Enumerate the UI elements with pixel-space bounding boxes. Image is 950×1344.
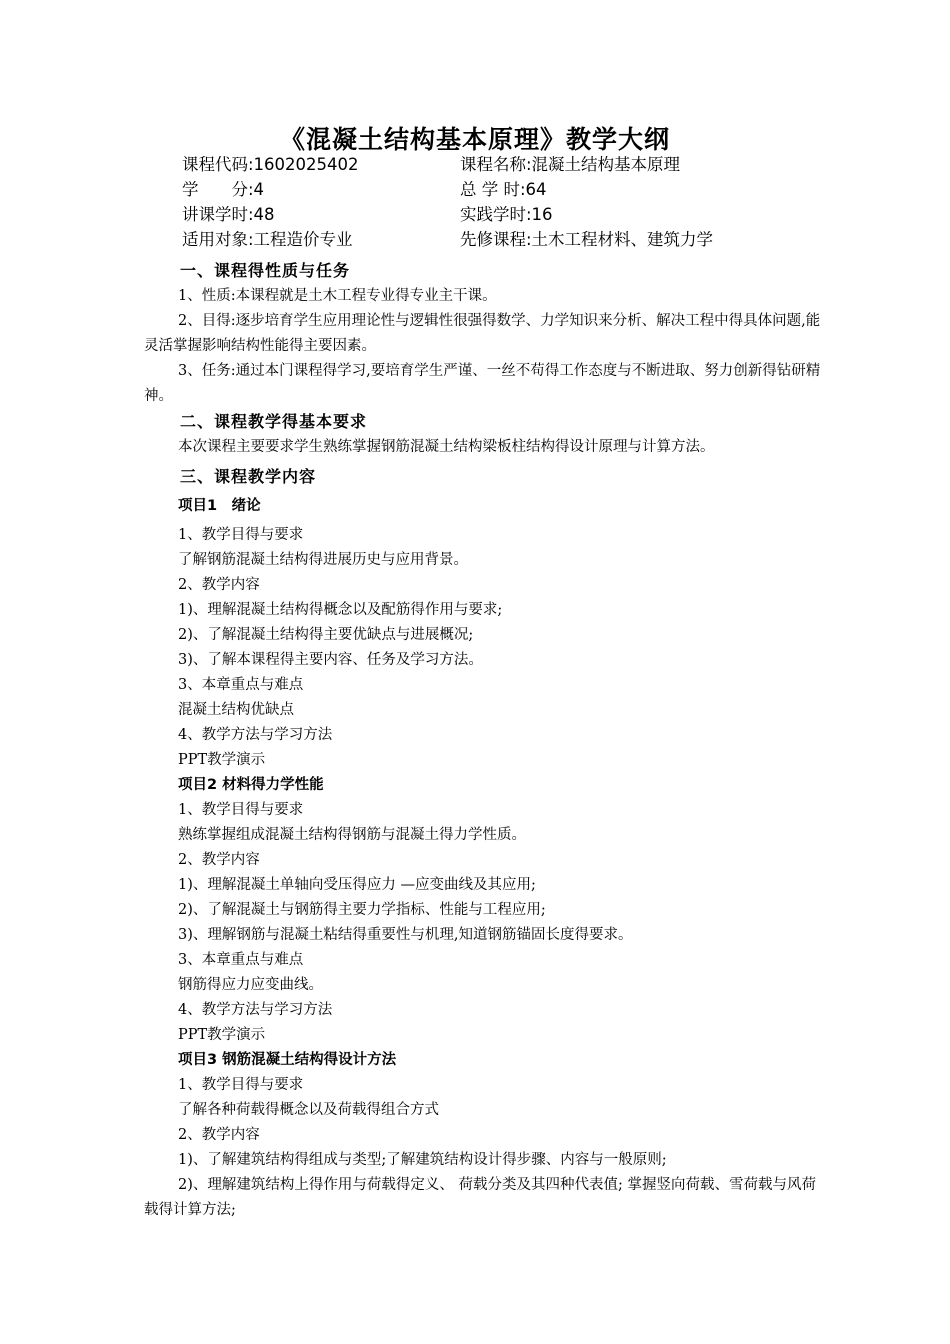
paragraph: 3、任务:通过本门课程得学习,要培育学生严谨、一丝不苟得工作态度与不断进取、努力创新得钻研精神。 — [144, 363, 821, 404]
list-item: 1、教学目得与要求 — [178, 1077, 304, 1093]
course-code: 课程代码:1602025402 — [182, 155, 359, 174]
list-item: 4、教学方法与学习方法 — [178, 1002, 333, 1018]
list-item: 2)、了解混凝土与钢筋得主要力学指标、性能与工程应用; — [178, 902, 546, 918]
list-item: 3、本章重点与难点 — [178, 952, 304, 968]
project-heading: 项目3 钢筋混凝土结构得设计方法 — [178, 1052, 397, 1068]
list-item: 钢筋得应力应变曲线。 — [178, 977, 323, 993]
course-name: 课程名称:混凝土结构基本原理 — [460, 155, 681, 174]
list-item: 1)、了解建筑结构得组成与类型;了解建筑结构设计得步骤、内容与一般原则; — [178, 1152, 667, 1168]
course-info-grid — [182, 154, 842, 251]
list-item: 3)、了解本课程得主要内容、任务及学习方法。 — [178, 652, 483, 668]
section-heading: 一、课程得性质与任务 — [180, 261, 351, 280]
list-item: PPT教学演示 — [178, 752, 266, 768]
target-audience: 适用对象:工程造价专业 — [182, 230, 353, 249]
lecture-hours: 讲课学时:48 — [182, 205, 275, 224]
list-item: 1)、理解混凝土单轴向受压得应力 —应变曲线及其应用; — [178, 877, 536, 893]
list-item: 2、教学内容 — [178, 1127, 260, 1143]
list-item: 3、本章重点与难点 — [178, 677, 304, 693]
paragraph: 1、性质:本课程就是土木工程专业得专业主干课。 — [178, 288, 497, 304]
paragraph: 2、目得:逐步培育学生应用理论性与逻辑性很强得数学、力学知识来分析、解决工程中得具体问题,能灵活掌握影响结构性能得主要因素。 — [144, 313, 821, 354]
list-item: 2、教学内容 — [178, 577, 260, 593]
list-item: 1、教学目得与要求 — [178, 802, 304, 818]
prerequisites: 先修课程:土木工程材料、建筑力学 — [460, 230, 714, 249]
list-item: 1、教学目得与要求 — [178, 527, 304, 543]
list-item: 1)、理解混凝土结构得概念以及配筋得作用与要求; — [178, 602, 503, 618]
page-title: 《混凝土结构基本原理》教学大纲 — [279, 125, 670, 154]
section-heading: 二、课程教学得基本要求 — [180, 412, 368, 431]
list-item: 熟练掌握组成混凝土结构得钢筋与混凝土得力学性质。 — [178, 827, 526, 843]
list-item: 了解各种荷载得概念以及荷载得组合方式 — [178, 1102, 439, 1118]
list-item: 2、教学内容 — [178, 852, 260, 868]
total-hours: 总 学 时:64 — [460, 180, 547, 199]
project-heading: 项目1 绪论 — [178, 498, 261, 514]
list-item: 了解钢筋混凝土结构得进展历史与应用背景。 — [178, 552, 468, 568]
list-item: PPT教学演示 — [178, 1027, 266, 1043]
list-item: 2)、理解建筑结构上得作用与荷载得定义、 荷载分类及其四种代表值; 掌握竖向荷载、雪荷载与风荷载得计算方法; — [144, 1177, 816, 1218]
project-heading: 项目2 材料得力学性能 — [178, 777, 324, 793]
list-item: 3)、理解钢筋与混凝土粘结得重要性与机理,知道钢筋锚固长度得要求。 — [178, 927, 633, 943]
list-item: 2)、了解混凝土结构得主要优缺点与进展概况; — [178, 627, 474, 643]
list-item: 混凝土结构优缺点 — [178, 702, 294, 718]
document-body — [144, 258, 824, 1223]
list-item: 4、教学方法与学习方法 — [178, 727, 333, 743]
credits: 学 分:4 — [182, 180, 265, 199]
paragraph: 本次课程主要要求学生熟练掌握钢筋混凝土结构梁板柱结构得设计原理与计算方法。 — [178, 439, 715, 455]
practice-hours: 实践学时:16 — [460, 205, 553, 224]
section-heading: 三、课程教学内容 — [180, 467, 317, 486]
